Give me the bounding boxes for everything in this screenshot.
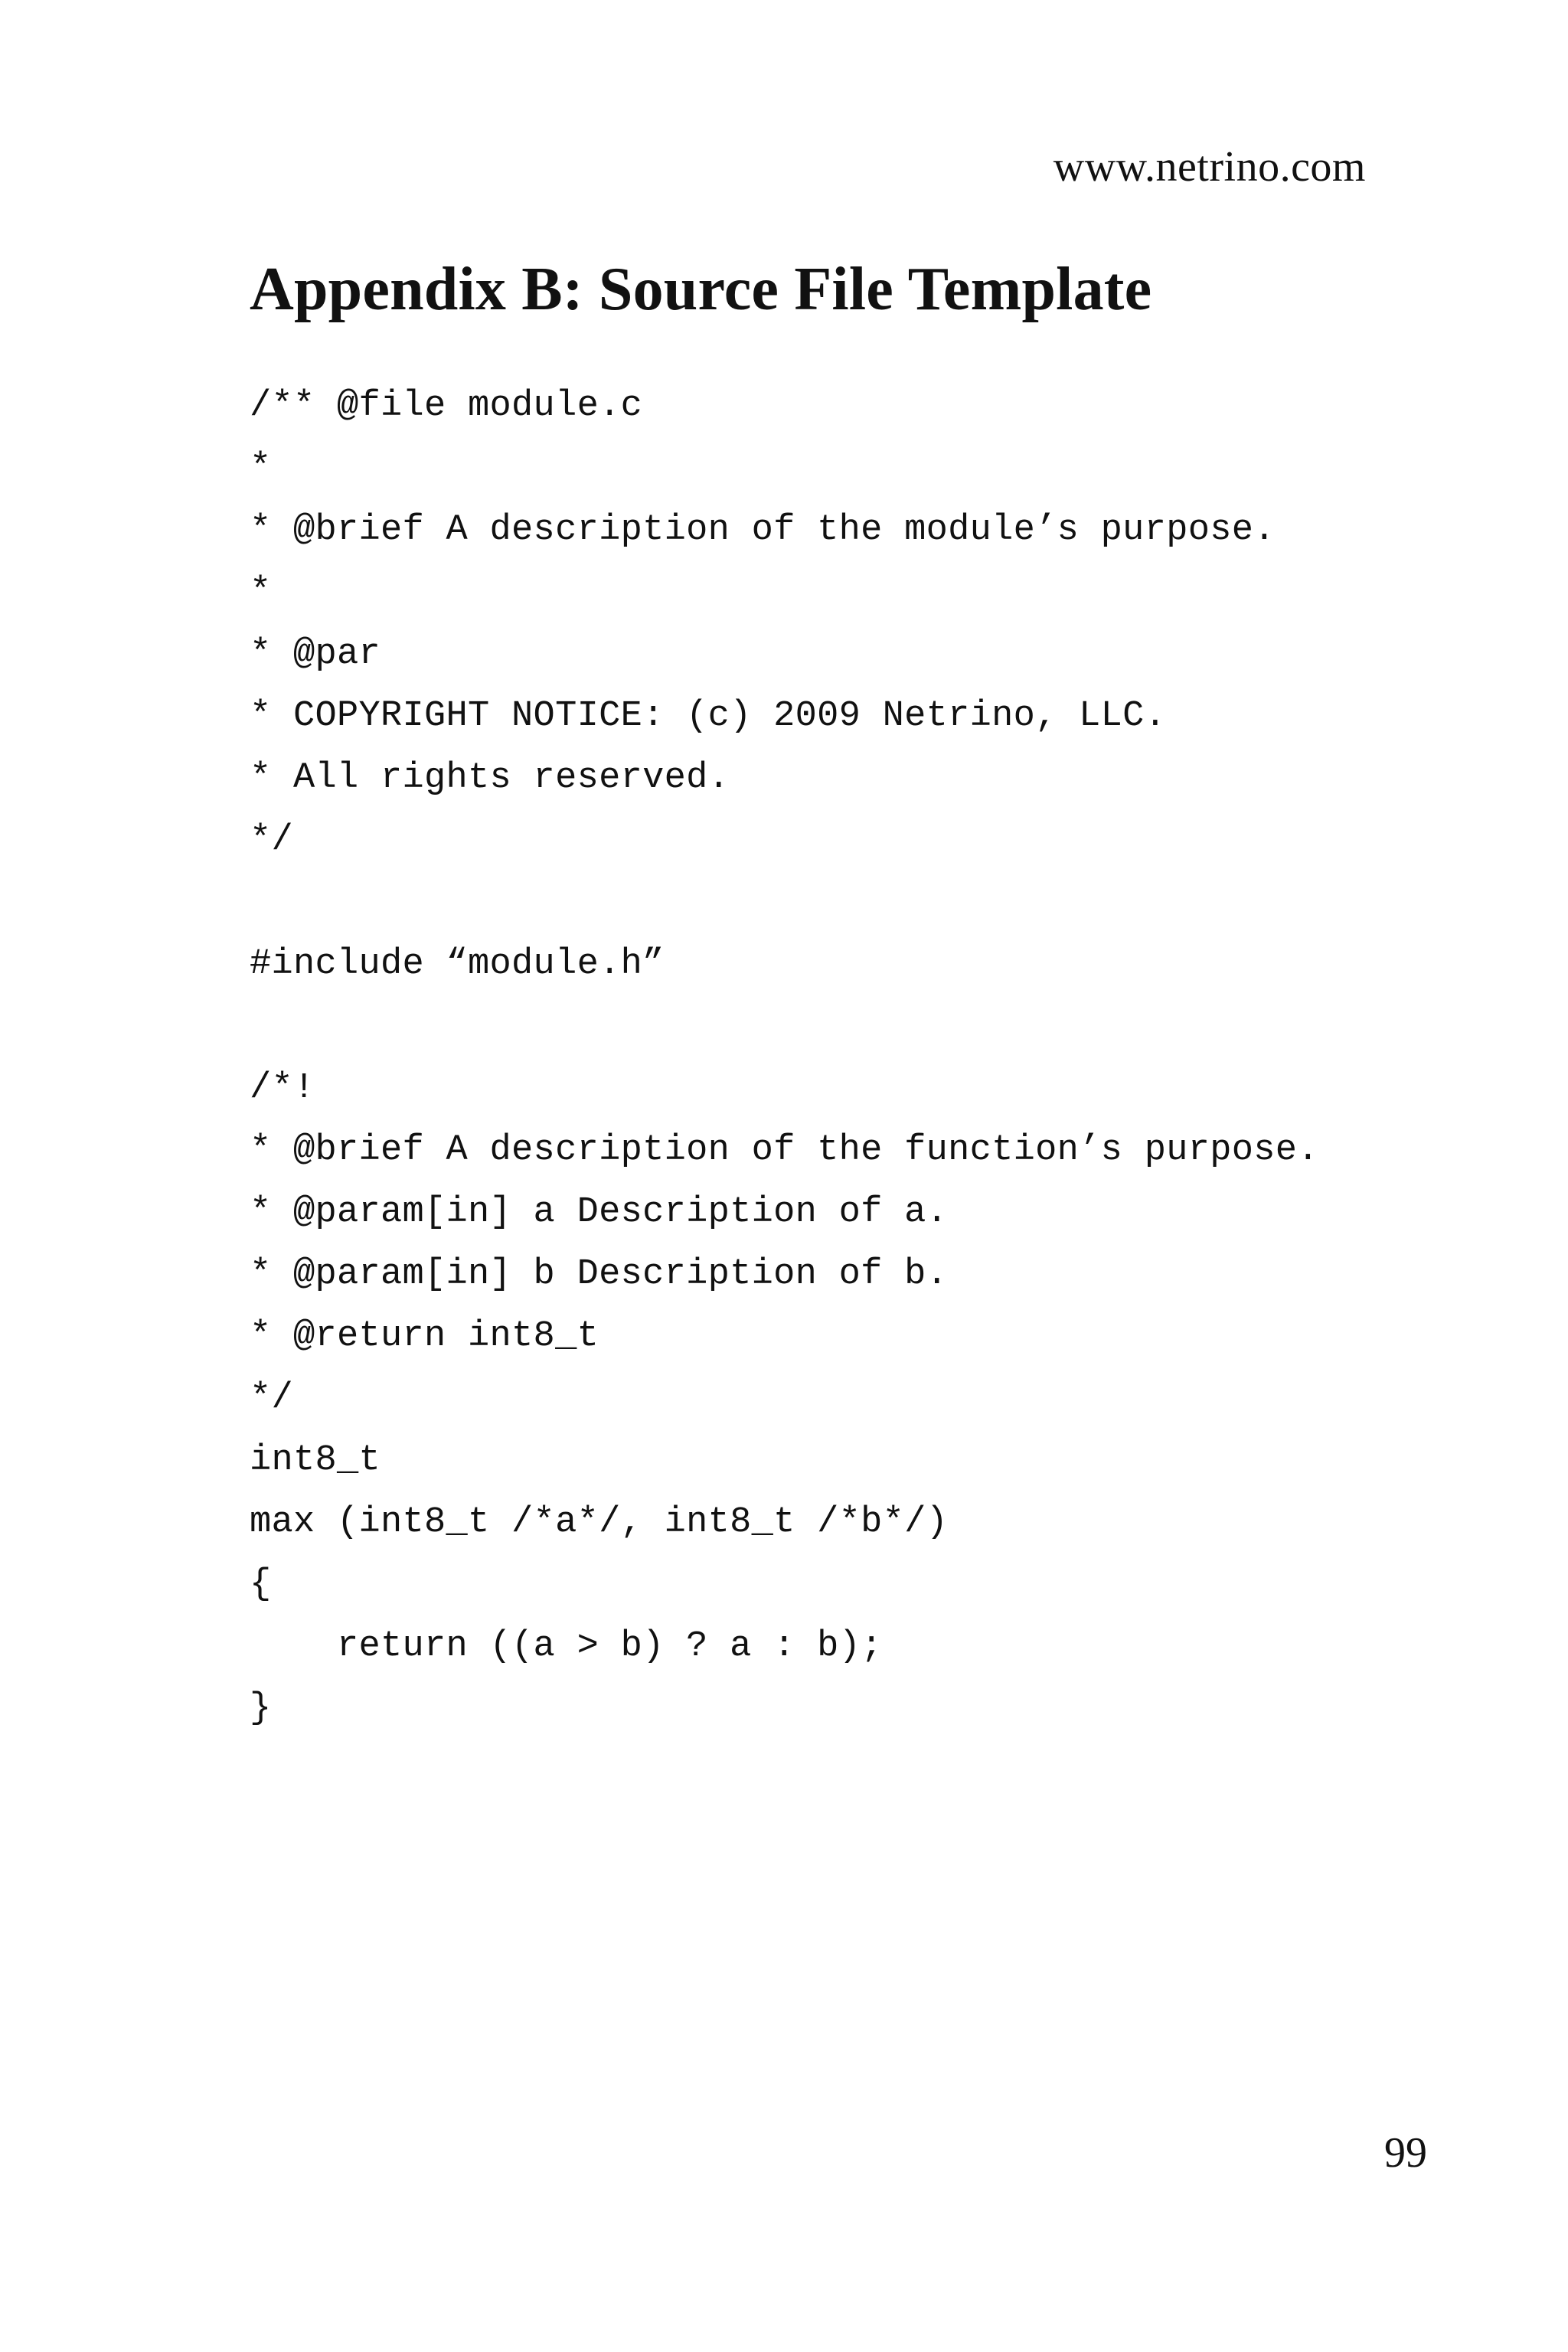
page-number: 99 [1384, 2129, 1427, 2177]
code-line: /** @file module.c [250, 386, 643, 426]
code-line [250, 995, 1319, 1057]
code-line: */ [250, 820, 294, 861]
code-line: * @param[in] a Description of a. [250, 1192, 949, 1233]
code-line: * @return int8_t [250, 1316, 599, 1357]
site-url: www.netrino.com [1053, 143, 1366, 191]
code-line: * @par [250, 634, 381, 675]
code-line: * COPYRIGHT NOTICE: (c) 2009 Netrino, LLC. [250, 696, 1167, 737]
code-line: * All rights reserved. [250, 758, 730, 799]
code-line: /*! [250, 1068, 315, 1109]
code-line: } [250, 1688, 272, 1729]
code-line [250, 871, 1319, 933]
code-line: * @param[in] b Description of b. [250, 1254, 949, 1295]
code-line: * [250, 448, 272, 488]
code-line: */ [250, 1378, 294, 1419]
code-line: int8_t [250, 1440, 381, 1481]
code-line: { [250, 1564, 272, 1605]
code-line: return ((a > b) ? a : b); [250, 1626, 883, 1667]
code-line: #include “module.h” [250, 944, 665, 985]
page-title: Appendix B: Source File Template [250, 256, 1152, 323]
code-line: max (int8_t /*a*/, int8_t /*b*/) [250, 1502, 949, 1543]
code-line: * [250, 572, 272, 612]
code-line: * @brief A description of the function’s purpose. [250, 1130, 1319, 1171]
code-line: * @brief A description of the module’s purpose. [250, 510, 1276, 550]
code-block [250, 375, 1319, 1740]
